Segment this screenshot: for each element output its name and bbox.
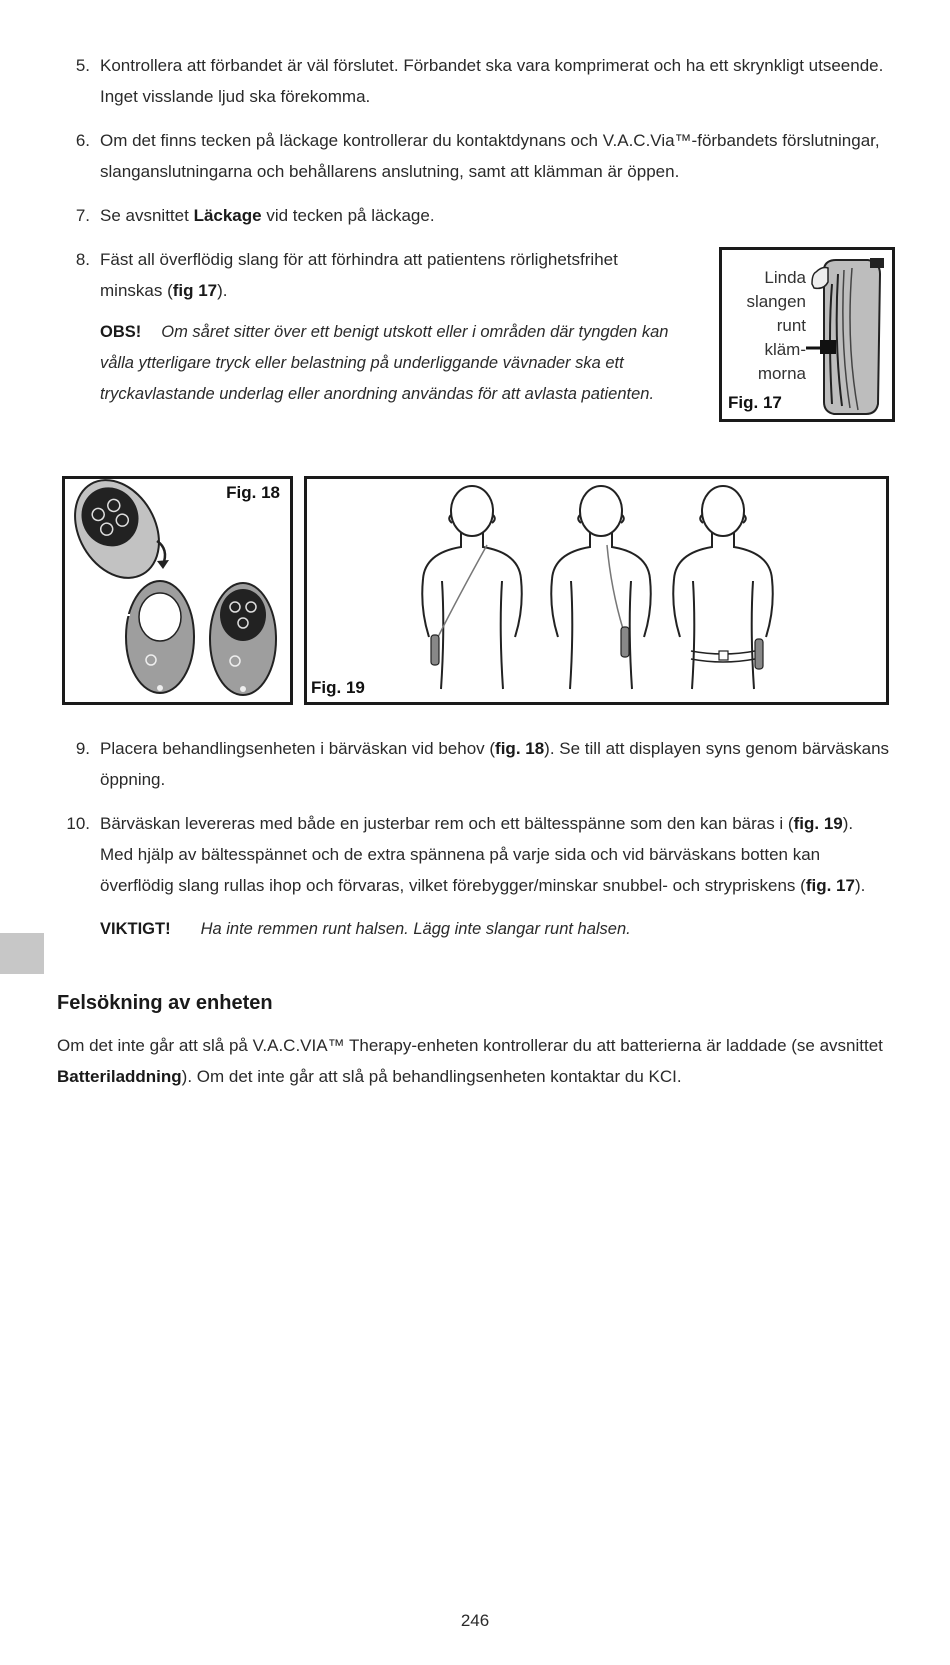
list-item-5 [60,50,890,112]
figure-17 [719,247,895,422]
fig-ref: fig. 19 [793,814,843,833]
section-body: Om det inte går att slå på V.A.C.VIA™ Therapy-enheten kontrollerar du att batterierna är laddade (se avsnittet Batteriladdning). Om det inte går att slå på behandlingsenheten kontaktar du KCI. [57,1036,883,1086]
list-item-8 [60,244,680,306]
item-text: Kontrollera att förbandet är väl förslutet. Förbandet ska vara komprimerat och ha ett skrynkligt utseende. Inget visslande ljud ska förekomma. [100,56,884,106]
fig17-callout: Linda slangen runt kläm- morna [746,268,806,383]
important-label: VIKTIGT! [100,920,171,938]
list-item-9 [60,733,890,795]
obs-note [100,317,690,410]
obs-text: Om såret sitter över ett benigt utskott eller i områden där tyngden kan vålla ytterligare tryck eller belastning på underliggande vävnader ska ett tryckavlastande underlag eller anordning användas för att avlasta patienten. [100,323,669,403]
list-item-10 [60,808,890,901]
fig-ref: fig. 18 [495,739,545,758]
item-text: Fäst all överflödig slang för att förhindra att patientens rörlighetsfrihet minskas (fig 17). [100,250,618,300]
item-text: Se avsnittet Läckage vid tecken på läckage. [100,206,435,225]
fig-ref: fig 17 [172,281,218,300]
carry-bag-with-tubing-illustration [806,254,890,418]
important-note [100,914,880,945]
chapter-tab [0,933,44,974]
obs-label: OBS! [100,323,142,341]
list-item-7 [60,200,890,231]
fig19-label: Fig. 19 [311,678,365,697]
fig-ref: fig. 17 [805,876,855,895]
link-section-batteriladdning: Batteriladdning [57,1067,182,1086]
item-text: Placera behandlingsenheten i bärväskan vid behov (fig. 18). Se till att displayen syns genom bärväskans öppning. [100,739,890,789]
item-number: 10. [66,814,90,833]
list-item-6 [60,125,890,187]
link-section-lackage: Läckage [193,206,262,225]
figure-18 [62,476,293,705]
wearing-options-illustration [307,479,886,702]
item-number: 8. [75,250,90,269]
important-text: Ha inte remmen runt halsen. Lägg inte slangar runt halsen. [200,920,631,938]
item-number: 5. [75,56,90,75]
item-text: Om det finns tecken på läckage kontrollerar du kontaktdynans och V.A.C.Via™-förbandets förslutningar, slanganslutningarna och behållarens anslutning, samt att klämman är öppen. [100,131,880,181]
device-into-bag-illustration [65,479,290,702]
figure-19 [304,476,889,705]
section-heading: Felsökning av enheten [57,992,273,1014]
item-number: 6. [75,131,90,150]
page-number: 246 [460,1611,490,1630]
item-text: Bärväskan levereras med både en justerbar rem och ett bältesspänne som den kan bäras i (fig. 19). Med hjälp av bältesspännet och de extra spännena på varje sida och vid bärväskans botten kan överflödig slang rullas ihop och förvaras, vilket förebygger/minskar snubbel- och strypriskens (fig. 17). [100,814,866,895]
fig17-label: Fig. 17 [728,393,782,412]
item-number: 9. [75,739,90,758]
fig18-label: Fig. 18 [226,483,280,502]
item-number: 7. [75,206,90,225]
